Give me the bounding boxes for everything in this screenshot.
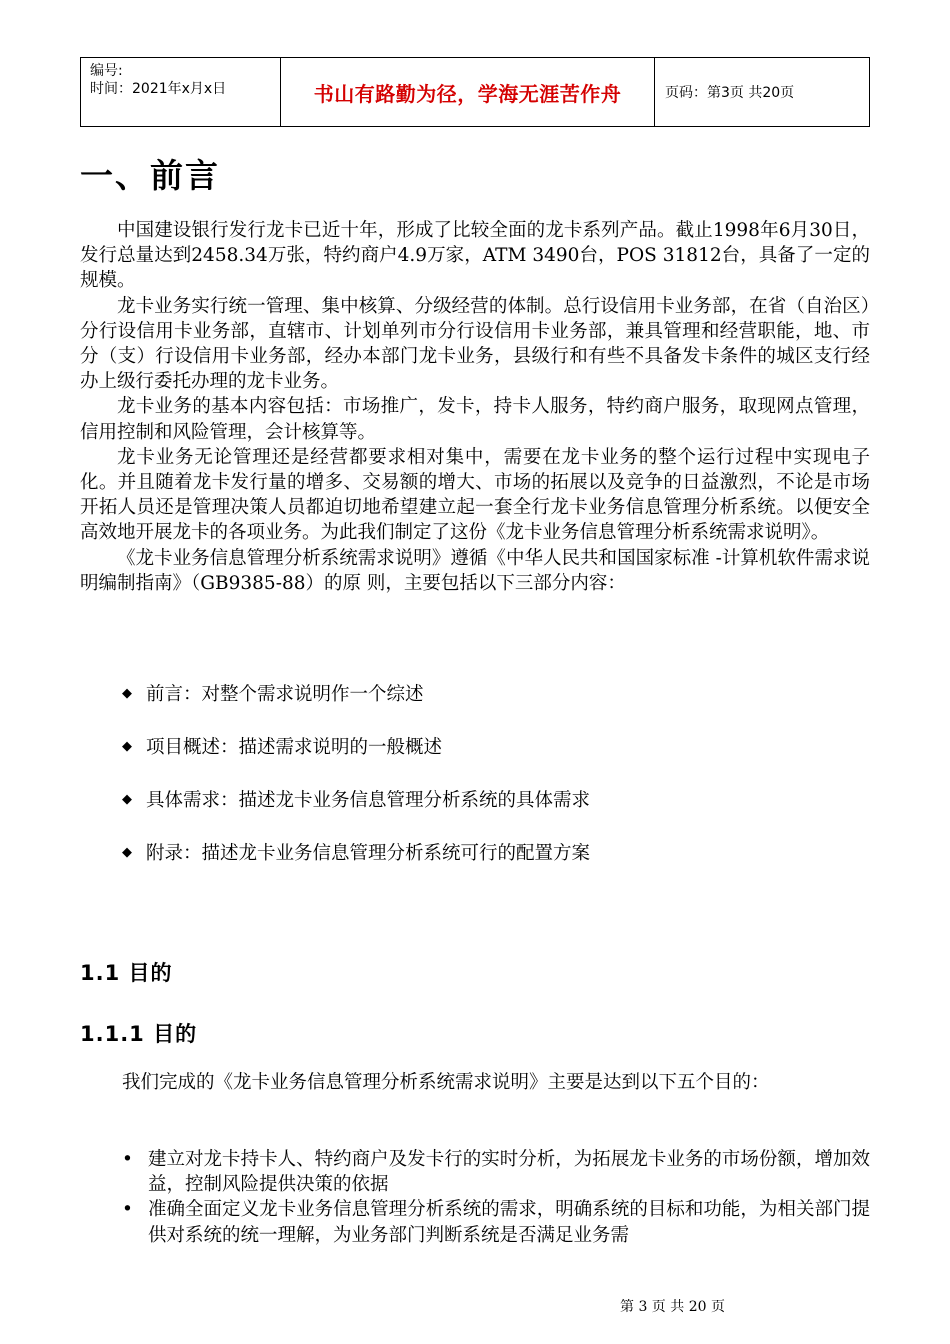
list-item: [122, 839, 590, 865]
list-item: [122, 680, 590, 706]
diamond-bullet-icon: ◆: [122, 791, 132, 807]
paragraph: 《龙卡业务信息管理分析系统需求说明》遵循《中华人民共和国国家标准 -计算机软件需求说明编制指南》（GB9385-88）的原 则，主要包括以下三部分内容：: [80, 547, 870, 594]
number-label: 编号:: [90, 63, 123, 79]
section-1-title: 一、前言: [80, 156, 220, 195]
diamond-bullet-icon: ◆: [122, 844, 132, 860]
list-item: [122, 1197, 870, 1247]
list-item-text: 建立对龙卡持卡人、特约商户及发卡行的实时分析，为拓展龙卡业务的市场份额，增加效益，控制风险提供决策的依据: [148, 1149, 870, 1196]
purpose-intro: 我们完成的《龙卡业务信息管理分析系统需求说明》主要是达到以下五个目的：: [122, 1072, 770, 1093]
time-label: 时间：2021年x月x日: [90, 81, 227, 97]
header-motto: 书山有路勤为径，学海无涯苦作舟: [281, 58, 655, 126]
contents-list: [122, 680, 590, 892]
list-item-text: 前言：对整个需求说明作一个综述: [146, 684, 424, 705]
list-item-text: 准确全面定义龙卡业务信息管理分析系统的需求，明确系统的目标和功能，为相关部门提供对系统的统一理解，为业务部门判断系统是否满足业务需: [148, 1199, 870, 1246]
section-1-1-title: 1.1 目的: [80, 961, 173, 985]
dot-bullet-icon: •: [122, 1199, 133, 1221]
intro-body: [80, 218, 870, 596]
page-footer: 第 3 页 共 20 页: [620, 1299, 725, 1315]
section-1-1-1-title: 1.1.1 目的: [80, 1022, 198, 1046]
list-item-text: 附录：描述龙卡业务信息管理分析系统可行的配置方案: [146, 843, 591, 864]
header-info-cell: [80, 58, 281, 126]
purpose-list: [122, 1147, 870, 1248]
paragraph: 中国建设银行发行龙卡已近十年，形成了比较全面的龙卡系列产品。截止1998年6月30日，发行总量达到2458.34万张，特约商户4.9万家，ATM 3490台，POS 31812台，具备了一定的规模。: [80, 220, 870, 292]
paragraph: 龙卡业务无论管理还是经营都要求相对集中，需要在龙卡业务的整个运行过程中实现电子化。并且随着龙卡发行量的增多、交易额的增大、市场的拓展以及竞争的日益激烈，不论是市场开拓人员还是管理决策人员都迫切地希望建立起一套全行龙卡业务信息管理分析系统。以便安全高效地开展龙卡的各项业务。为此我们制定了这份《龙卡业务信息管理分析系统需求说明》。: [80, 446, 870, 544]
list-item: [122, 1147, 870, 1197]
header-page-label: 页码：第3页 共20页: [655, 58, 870, 126]
list-item: [122, 733, 590, 759]
paragraph: 龙卡业务实行统一管理、集中核算、分级经营的体制。总行设信用卡业务部，在省（自治区）分行设信用卡业务部，直辖市、计划单列市分行设信用卡业务部，兼具管理和经营职能，地、市分（支）行设信用卡业务部，经办本部门龙卡业务，县级行和有些不具备发卡条件的城区支行经办上级行委托办理的龙卡业务。: [80, 295, 870, 393]
list-item: [122, 786, 590, 812]
dot-bullet-icon: •: [122, 1149, 133, 1170]
list-item-text: 具体需求：描述龙卡业务信息管理分析系统的具体需求: [146, 790, 591, 811]
list-item-text: 项目概述：描述需求说明的一般概述: [146, 737, 443, 758]
paragraph: 龙卡业务的基本内容包括：市场推广，发卡，持卡人服务，特约商户服务，取现网点管理，信用控制和风险管理，会计核算等。: [80, 396, 870, 443]
diamond-bullet-icon: ◆: [122, 738, 132, 754]
diamond-bullet-icon: ◆: [122, 685, 132, 701]
header-table: [80, 57, 870, 127]
